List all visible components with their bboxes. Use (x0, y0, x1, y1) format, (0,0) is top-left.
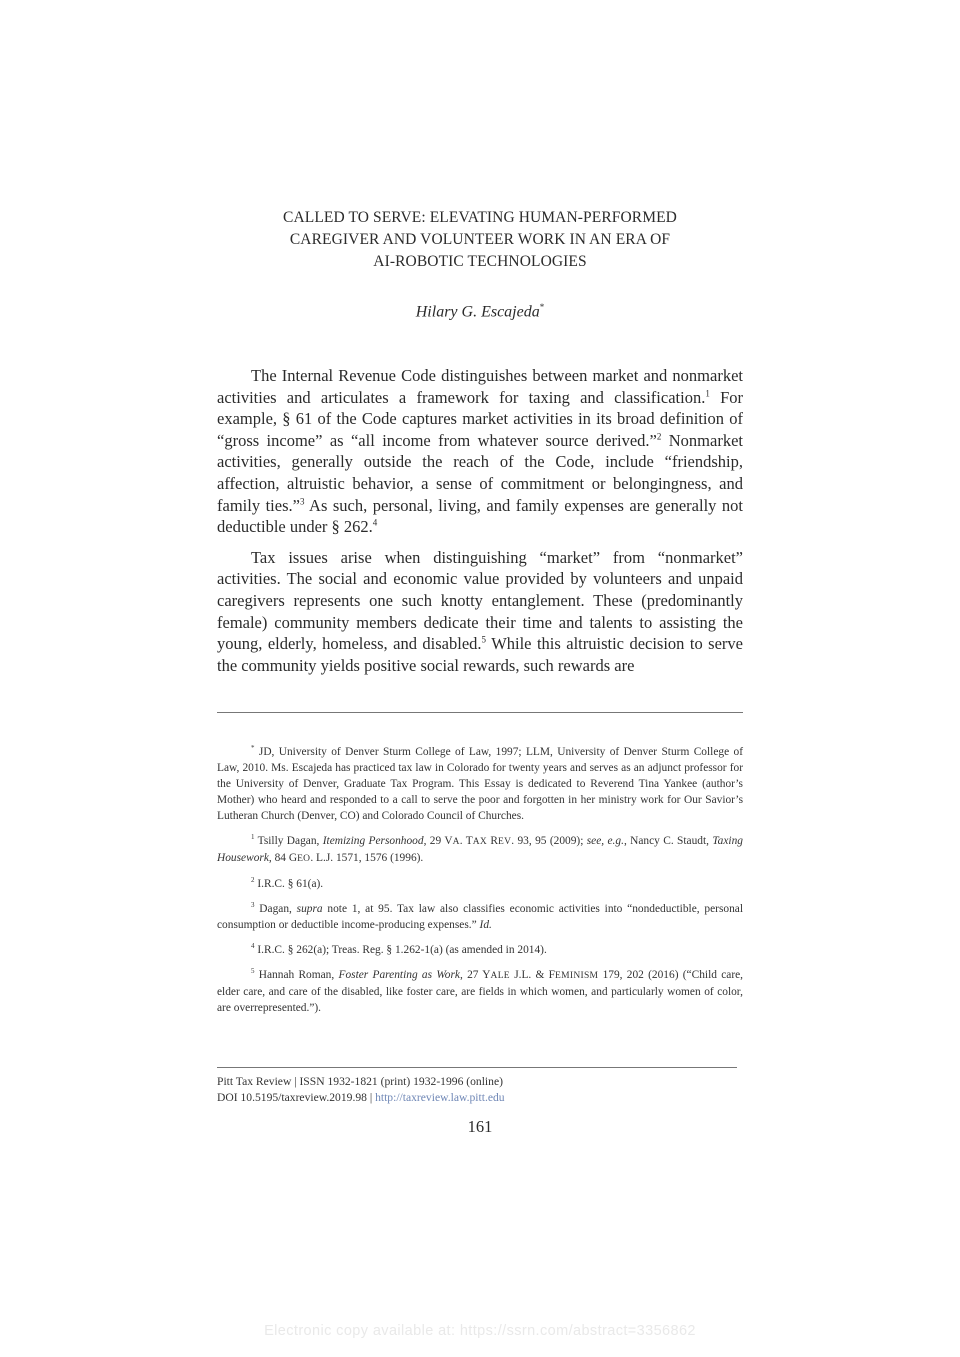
text-run: The Internal Revenue Code distinguishes between market and nonmarket activities and articulates a framework for taxing and classification. (217, 366, 743, 407)
small-caps-text: EO (297, 854, 311, 864)
footnote (217, 876, 743, 892)
journal-divider (217, 1067, 737, 1068)
ssrn-watermark: Electronic copy available at: https://ssrn.com/abstract=3356862 (264, 1323, 696, 1339)
footnote-marker: 2 (251, 876, 255, 885)
text-run: , Nancy C. Staudt, (623, 835, 713, 847)
body-text (217, 365, 743, 685)
text-run: . L.J. 1571, 1576 (1996). (310, 852, 424, 864)
text-run: 179, 202 (2016) (“Child care, elder care, and care of the disabled, like foster care, are fields in which women, and particularly women of color, are overrepresented.”). (217, 969, 744, 1014)
footnote-marker: 1 (251, 833, 255, 842)
text-run: I.R.C. § 61(a). (254, 878, 324, 890)
italic-text: Taxing Housework (217, 835, 743, 864)
text-run: While this altruistic decision to serve the community yields positive social rewards, such rewards are (217, 634, 743, 675)
footnote-marker: * (251, 744, 255, 753)
footnotes (217, 744, 743, 1025)
text-run: , 27 Y (459, 969, 491, 981)
italic-text: see, e.g. (586, 835, 624, 847)
body-paragraph (217, 365, 743, 538)
article-title (200, 207, 760, 273)
body-paragraph (217, 547, 743, 677)
small-caps-text: A (452, 837, 460, 847)
page-number: 161 (467, 1117, 493, 1136)
text-run: For example, § 61 of the Code captures market activities in its broad definition of “gross income” as “all income from whatever source derived.” (217, 387, 743, 450)
title-line: AI-ROBOTIC TECHNOLOGIES (373, 253, 587, 270)
small-caps-text: EMINISM (555, 971, 599, 981)
italic-text: Itemizing Personhood (322, 835, 424, 847)
text-run: JD, University of Denver Sturm College of Law, 1997; LLM, University of Denver Sturm College of Law, 2010. Ms. Escajeda has practiced tax law in Colorado for twenty years and serves as an adjunct professor for the University of Denver, Graduate Tax Program. This Essay is dedicated to Reverend Tina Yankee (author’s Mother) who heard and responded to a call to serve the poor and forgotten in her ministry work for Our Savior’s Lutheran Church (Denver, CO) and Colorado Council of Churches. (217, 746, 743, 822)
footnote-marker: 5 (251, 967, 255, 976)
footnote-marker: 3 (299, 496, 305, 507)
italic-text: Id. (479, 919, 492, 931)
text-run: I.R.C. § 262(a); Treas. Reg. § 1.262-1(a) (as amended in 2014). (254, 944, 547, 956)
text-run: Dagan, (254, 903, 297, 915)
journal-url-link[interactable]: http://taxreview.law.pitt.edu (375, 1091, 505, 1104)
text-run: Tax issues arise when distinguishing “market” from “nonmarket” activities. The social and economic value provided by volunteers and unpaid caregivers represents one such knotty entanglement. These (predominantly female) community members dedicate their time and talents to assisting the young, elderly, homeless, and disabled. (217, 547, 743, 654)
journal-doi: DOI 10.5195/taxreview.2019.98 | (217, 1091, 376, 1104)
italic-text: Foster Parenting as Work (338, 969, 460, 981)
text-run: . T (459, 835, 473, 847)
footnote-divider (217, 712, 743, 713)
text-run: Hannah Roman, (254, 969, 339, 981)
text-run: , 29 V (423, 835, 453, 847)
author-name: Hilary G. Escajeda (415, 303, 540, 321)
footnote-marker: 4 (251, 942, 255, 951)
footnote-marker: 4 (372, 517, 378, 528)
footnote-marker: 2 (656, 431, 662, 442)
journal-issn: Pitt Tax Review | ISSN 1932-1821 (print) 1932-1996 (online) (217, 1075, 503, 1088)
small-caps-text: AX (472, 837, 488, 847)
journal-doi-line (217, 1090, 505, 1106)
text-run: , 84 G (268, 852, 298, 864)
text-run: R (487, 835, 498, 847)
text-run: note 1, at 95. Tax law also classifies economic activities into “nondeductible, personal consumption or deductible income-producing expenses.” (217, 903, 743, 931)
small-caps-text: ALE (490, 971, 510, 981)
footnote (217, 967, 743, 1016)
footnote-marker: 3 (251, 901, 255, 910)
title-line: CAREGIVER AND VOLUNTEER WORK IN AN ERA OF (289, 231, 671, 248)
footnote (217, 942, 743, 958)
italic-text: supra (296, 903, 323, 915)
text-run: Nonmarket activities, generally outside the reach of the Code, include “friendship, affection, altruistic behavior, a sense of commitment or belongingness, and family ties.” (217, 430, 743, 515)
small-caps-text: EV (498, 837, 512, 847)
text-run: Tsilly Dagan, (254, 835, 323, 847)
footnote-marker: 1 (705, 388, 710, 399)
text-run: As such, personal, living, and family expenses are generally not deductible under § 262. (217, 495, 743, 537)
text-run: . 93, 95 (2009); (511, 835, 587, 847)
journal-info (217, 1074, 505, 1106)
footnote-marker: 5 (481, 634, 487, 645)
footnote (217, 901, 743, 933)
title-line: CALLED TO SERVE: ELEVATING HUMAN-PERFORMED (283, 209, 677, 226)
footnote (217, 744, 743, 824)
author-footnote-mark: * (539, 302, 545, 312)
author-byline (200, 302, 760, 321)
text-run: J.L. & F (509, 969, 556, 981)
footnote (217, 833, 743, 867)
